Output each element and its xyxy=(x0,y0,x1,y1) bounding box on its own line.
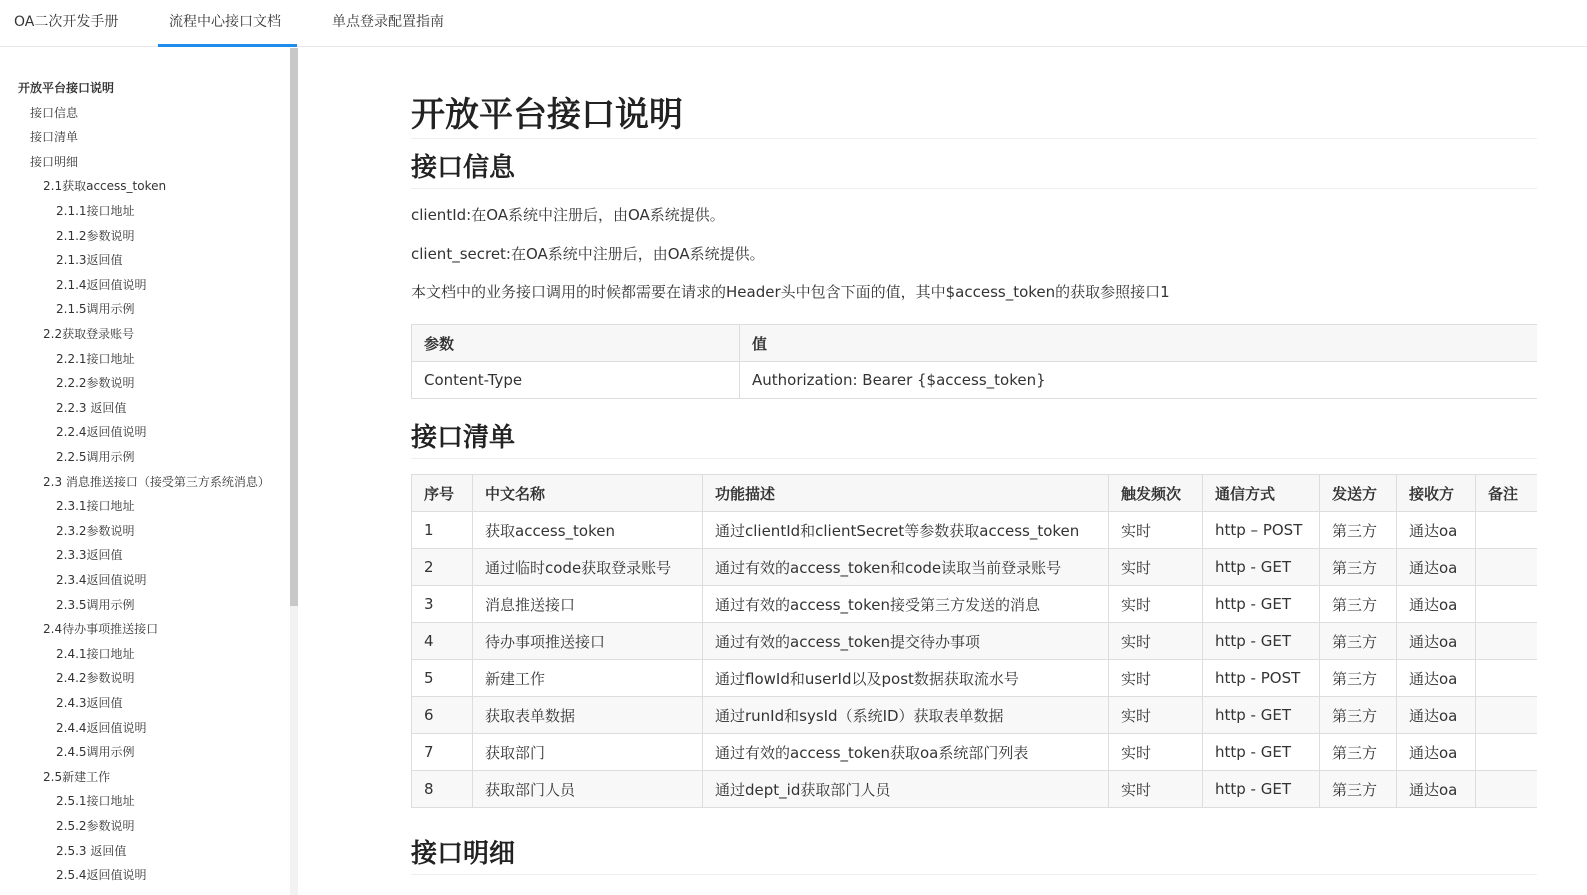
table-cell: 通达oa xyxy=(1397,660,1476,697)
toc-item[interactable]: 接口清单 xyxy=(30,130,79,145)
toc-item[interactable]: 2.5.3 返回值 xyxy=(56,843,127,858)
table-cell: 实时 xyxy=(1109,512,1203,549)
toc-item[interactable]: 2.2.2参数说明 xyxy=(56,376,135,391)
table-row xyxy=(412,771,1538,808)
table-cell: 获取部门 xyxy=(473,734,703,771)
toc-item[interactable]: 2.3.3返回值 xyxy=(56,548,123,563)
table-header-row xyxy=(412,475,1538,512)
toc-item[interactable]: 2.5.4返回值说明 xyxy=(56,868,147,883)
toc-item[interactable]: 2.4.1接口地址 xyxy=(56,646,135,661)
toc-item[interactable]: 2.3.5调用示例 xyxy=(56,597,135,612)
tab-process-center-api[interactable]: 流程中心接口文档 xyxy=(158,0,297,47)
table-cell: 实时 xyxy=(1109,549,1203,586)
column-header: 触发频次 xyxy=(1109,475,1203,512)
section-heading-api-list: 接口清单 xyxy=(411,418,1537,459)
table-row xyxy=(412,697,1538,734)
toc-item[interactable]: 2.1.2参数说明 xyxy=(56,228,135,243)
table-cell: 4 xyxy=(412,623,473,660)
toc-item[interactable]: 接口信息 xyxy=(30,105,79,120)
toc-item[interactable]: 2.2.4返回值说明 xyxy=(56,425,147,440)
table-cell: 通过runId和sysId（系统ID）获取表单数据 xyxy=(703,697,1109,734)
api-table-body xyxy=(412,512,1538,808)
column-header: 值 xyxy=(740,325,1538,362)
toc-item[interactable]: 2.4.4返回值说明 xyxy=(56,720,147,735)
table-cell xyxy=(1476,512,1538,549)
table-cell: 实时 xyxy=(1109,734,1203,771)
page-title: 开放平台接口说明 xyxy=(411,92,1537,139)
table-cell: 通过有效的access_token获取oa系统部门列表 xyxy=(703,734,1109,771)
table-cell: 第三方 xyxy=(1320,549,1397,586)
column-header: 序号 xyxy=(412,475,473,512)
table-row xyxy=(412,734,1538,771)
tab-oa-dev-manual[interactable]: OA二次开发手册 xyxy=(14,14,119,30)
table-cell: http – POST xyxy=(1203,512,1320,549)
table-cell: http - POST xyxy=(1203,660,1320,697)
table-cell: 实时 xyxy=(1109,771,1203,808)
table-cell: 通过有效的access_token提交待办事项 xyxy=(703,623,1109,660)
table-row xyxy=(412,549,1538,586)
table-cell: 通过有效的access_token和code读取当前登录账号 xyxy=(703,549,1109,586)
table-cell: 待办事项推送接口 xyxy=(473,623,703,660)
table-cell: 实时 xyxy=(1109,697,1203,734)
table-cell: 通达oa xyxy=(1397,734,1476,771)
table-cell: 实时 xyxy=(1109,623,1203,660)
table-header-row xyxy=(412,325,1538,362)
table-cell: 消息推送接口 xyxy=(473,586,703,623)
column-header: 功能描述 xyxy=(703,475,1109,512)
table-row xyxy=(412,586,1538,623)
toc-item[interactable]: 2.3.4返回值说明 xyxy=(56,573,147,587)
toc-item[interactable]: 2.4.3返回值 xyxy=(56,696,123,710)
table-cell: 通过clientId和clientSecret等参数获取access_token xyxy=(703,512,1109,549)
column-header: 参数 xyxy=(412,325,740,362)
table-cell: Authorization: Bearer {$access_token} xyxy=(740,362,1538,399)
table-cell xyxy=(1476,586,1538,623)
sidebar-scrollbar-thumb[interactable] xyxy=(290,48,298,606)
toc-item[interactable]: 2.5新建工作 xyxy=(43,769,111,784)
table-cell: http - GET xyxy=(1203,734,1320,771)
api-list-table xyxy=(411,474,1537,808)
toc-item[interactable]: 2.2.1接口地址 xyxy=(56,351,135,366)
top-tab-bar xyxy=(0,0,1587,47)
column-header: 发送方 xyxy=(1320,475,1397,512)
table-cell: 第三方 xyxy=(1320,660,1397,697)
toc-item[interactable]: 2.4.2参数说明 xyxy=(56,671,135,686)
table-row xyxy=(412,512,1538,549)
table-cell xyxy=(1476,697,1538,734)
toc-item[interactable]: 接口明细 xyxy=(30,154,79,169)
column-header: 中文名称 xyxy=(473,475,703,512)
toc-item[interactable]: 2.3.1接口地址 xyxy=(56,499,135,514)
toc-item[interactable]: 2.2.3 返回值 xyxy=(56,400,127,415)
table-cell: http - GET xyxy=(1203,586,1320,623)
table-cell: 通过dept_id获取部门人员 xyxy=(703,771,1109,808)
table-cell: http - GET xyxy=(1203,697,1320,734)
table-cell: 通达oa xyxy=(1397,586,1476,623)
document-content xyxy=(411,48,1537,895)
paragraph-header-note: 本文档中的业务接口调用的时候都需要在请求的Header头中包含下面的值，其中$access_token的获取参照接口1 xyxy=(411,283,1170,301)
table-cell: 第三方 xyxy=(1320,586,1397,623)
header-params-table xyxy=(411,324,1537,399)
toc-item[interactable]: 开放平台接口说明 xyxy=(18,81,115,95)
table-cell: 通过flowId和userId以及post数据获取流水号 xyxy=(703,660,1109,697)
table-cell: http - GET xyxy=(1203,623,1320,660)
table-row xyxy=(412,623,1538,660)
table-cell: 获取access_token xyxy=(473,512,703,549)
table-cell: 获取表单数据 xyxy=(473,697,703,734)
column-header: 备注 xyxy=(1476,475,1538,512)
table-row xyxy=(412,362,1538,399)
table-cell: 8 xyxy=(412,771,473,808)
table-cell: 第三方 xyxy=(1320,623,1397,660)
table-cell xyxy=(1476,549,1538,586)
table-cell xyxy=(1476,623,1538,660)
tab-sso-config-guide[interactable]: 单点登录配置指南 xyxy=(332,14,444,30)
toc-item[interactable]: 2.2.5调用示例 xyxy=(56,450,135,464)
section-heading-api-details: 接口明细 xyxy=(411,834,1537,875)
toc-item[interactable]: 2.5.1接口地址 xyxy=(56,794,135,809)
toc-item[interactable]: 2.4.5调用示例 xyxy=(56,745,135,760)
table-cell: Content-Type xyxy=(412,362,740,399)
table-cell xyxy=(1476,660,1538,697)
toc-item[interactable]: 2.4待办事项推送接口 xyxy=(43,622,159,637)
table-cell: http - GET xyxy=(1203,771,1320,808)
table-cell: 新建工作 xyxy=(473,660,703,697)
toc-item[interactable]: 2.1.3返回值 xyxy=(56,253,123,268)
table-row xyxy=(412,660,1538,697)
toc-item[interactable]: 2.2获取登录账号 xyxy=(43,327,135,341)
table-cell: 通达oa xyxy=(1397,512,1476,549)
section-heading-api-info: 接口信息 xyxy=(411,148,1537,189)
table-cell: 7 xyxy=(412,734,473,771)
table-cell: 通达oa xyxy=(1397,771,1476,808)
table-cell: 5 xyxy=(412,660,473,697)
table-cell: http - GET xyxy=(1203,549,1320,586)
table-cell: 通达oa xyxy=(1397,623,1476,660)
paragraph-client-secret: client_secret:在OA系统中注册后，由OA系统提供。 xyxy=(411,245,765,263)
table-cell: 第三方 xyxy=(1320,512,1397,549)
table-cell: 通过有效的access_token接受第三方发送的消息 xyxy=(703,586,1109,623)
column-header: 通信方式 xyxy=(1203,475,1320,512)
table-cell xyxy=(1476,771,1538,808)
table-cell: 2 xyxy=(412,549,473,586)
toc-item[interactable]: 2.3.2参数说明 xyxy=(56,523,135,538)
toc-item[interactable]: 2.1.1接口地址 xyxy=(56,204,135,218)
toc-item[interactable]: 2.1.4返回值说明 xyxy=(56,277,147,292)
table-cell: 3 xyxy=(412,586,473,623)
table-cell: 第三方 xyxy=(1320,734,1397,771)
table-cell: 通达oa xyxy=(1397,549,1476,586)
table-cell: 第三方 xyxy=(1320,771,1397,808)
table-cell: 通过临时code获取登录账号 xyxy=(473,549,703,586)
table-cell: 实时 xyxy=(1109,660,1203,697)
toc-sidebar xyxy=(0,48,298,895)
toc-item[interactable]: 2.5.2参数说明 xyxy=(56,819,135,833)
toc-item[interactable]: 2.3 消息推送接口（接受第三方系统消息） xyxy=(43,474,270,489)
table-cell: 6 xyxy=(412,697,473,734)
table-cell xyxy=(1476,734,1538,771)
table-cell: 实时 xyxy=(1109,586,1203,623)
table-cell: 获取部门人员 xyxy=(473,771,703,808)
toc-item[interactable]: 2.1.5调用示例 xyxy=(56,302,135,317)
column-header: 接收方 xyxy=(1397,475,1476,512)
table-cell: 通达oa xyxy=(1397,697,1476,734)
paragraph-client-id: clientId:在OA系统中注册后，由OA系统提供。 xyxy=(411,206,725,224)
table-cell: 第三方 xyxy=(1320,697,1397,734)
toc-item[interactable]: 2.1获取access_token xyxy=(43,179,167,194)
table-cell: 1 xyxy=(412,512,473,549)
